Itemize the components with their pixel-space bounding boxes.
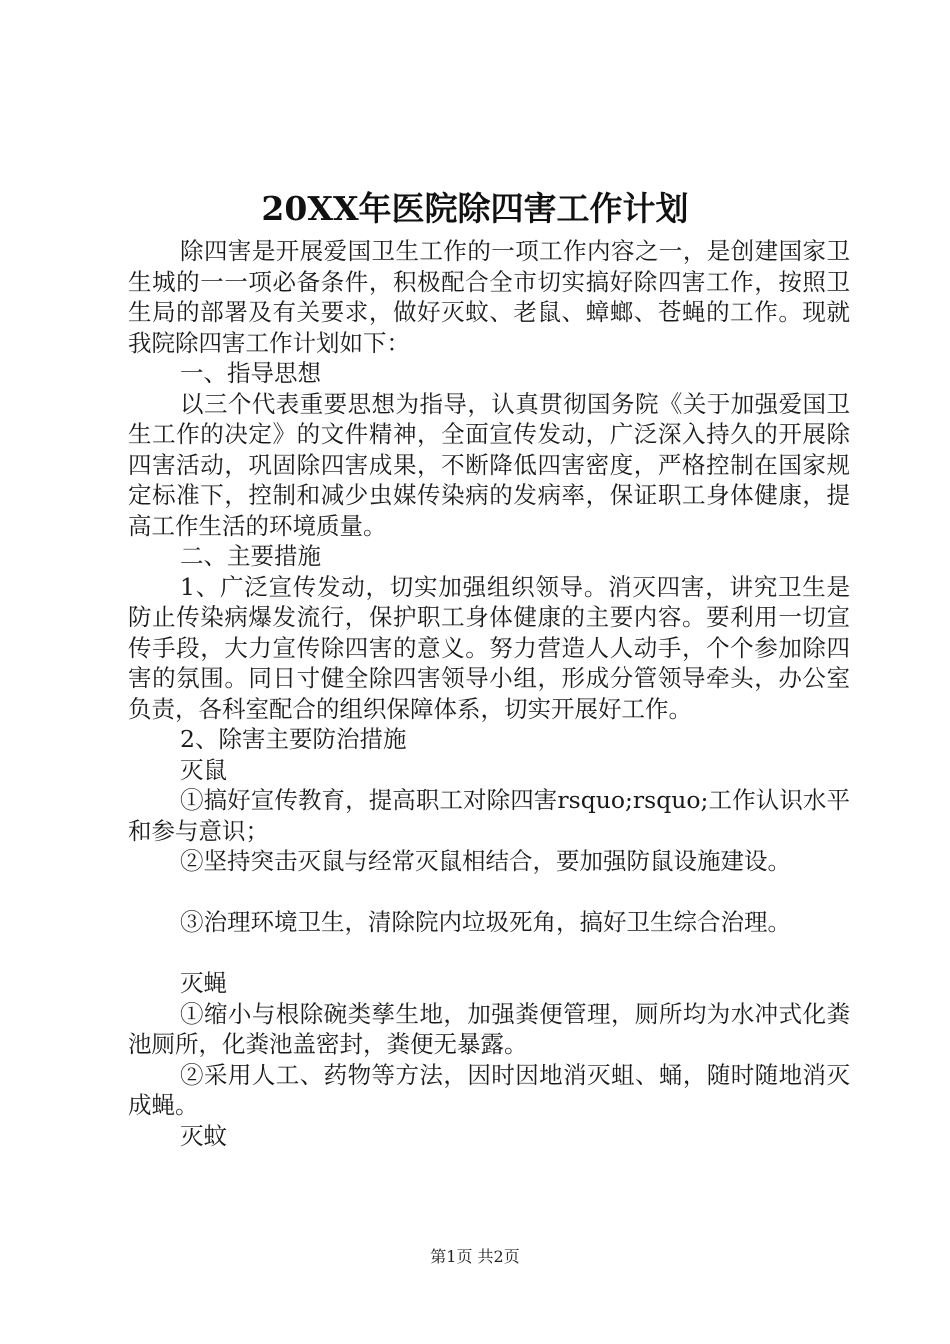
blank-line: [128, 938, 850, 969]
blank-line: [128, 877, 850, 908]
paragraph-measure-1: 1、广泛宣传发动，切实加强组织领导。消灭四害，讲究卫生是防止传染病爆发流行，保护职工身体健康的主要内容。要利用一切宣传手段，大力宣传除四害的意义。努力营造人人动手，个个参加除四害的氛围。同日寸健全除四害领导小组，形成分管领导牵头，办公室负责，各科室配合的组织保障体系，切实开展好工作。: [128, 572, 850, 723]
heading-measure-2: 2、除害主要防治措施: [180, 725, 407, 753]
subheading-mosquito-control: 灭蚊: [180, 1121, 227, 1150]
subheading-rodent-control: 灭鼠: [180, 755, 227, 784]
document-body: [128, 236, 850, 1151]
page-footer: 第1页 共2页: [430, 1247, 520, 1266]
list-item-rodent-1: ①搞好宣传教育，提高职工对除四害rsquo;rsquo;工作认识水平和参与意识；: [128, 786, 850, 845]
list-item-rodent-2: ②坚持突击灭鼠与经常灭鼠相结合，要加强防鼠设施建设。: [180, 847, 791, 875]
document-title: 20XX年医院除四害工作计划: [261, 189, 689, 228]
list-item-fly-1: ①缩小与根除碗类孳生地，加强粪便管理，厕所均为水冲式化粪池厕所，化粪池盖密封，粪便无暴露。: [128, 999, 850, 1058]
list-item-fly-2: ②采用人工、药物等方法，因时因地消灭蛆、蛹，随时随地消灭成蝇。: [128, 1060, 850, 1119]
heading-guiding-ideology: 一、指导思想: [180, 359, 321, 387]
subheading-fly-control: 灭蝇: [180, 969, 227, 997]
paragraph-guiding-ideology: 以三个代表重要思想为指导，认真贯彻国务院《关于加强爱国卫生工作的决定》的文件精神，全面宣传发动，广泛深入持久的开展除四害活动，巩固除四害成果，不断降低四害密度，严格控制在国家规定标准下，控制和减少虫媒传染病的发病率，保证职工身体健康，提高工作生活的环境质量。: [128, 389, 850, 540]
list-item-rodent-3: ③治理环境卫生，清除院内垃圾死角，搞好卫生综合治理。: [180, 908, 791, 936]
heading-main-measures: 二、主要措施: [180, 542, 321, 570]
paragraph-intro: 除四害是开展爱国卫生工作的一项工作内容之一，是创建国家卫生城的一一项必备条件，积极配合全市切实搞好除四害工作，按照卫生局的部署及有关要求，做好灭蚊、老鼠、蟑螂、苍蝇的工作。现就我院除四害工作计划如下：: [128, 237, 850, 357]
